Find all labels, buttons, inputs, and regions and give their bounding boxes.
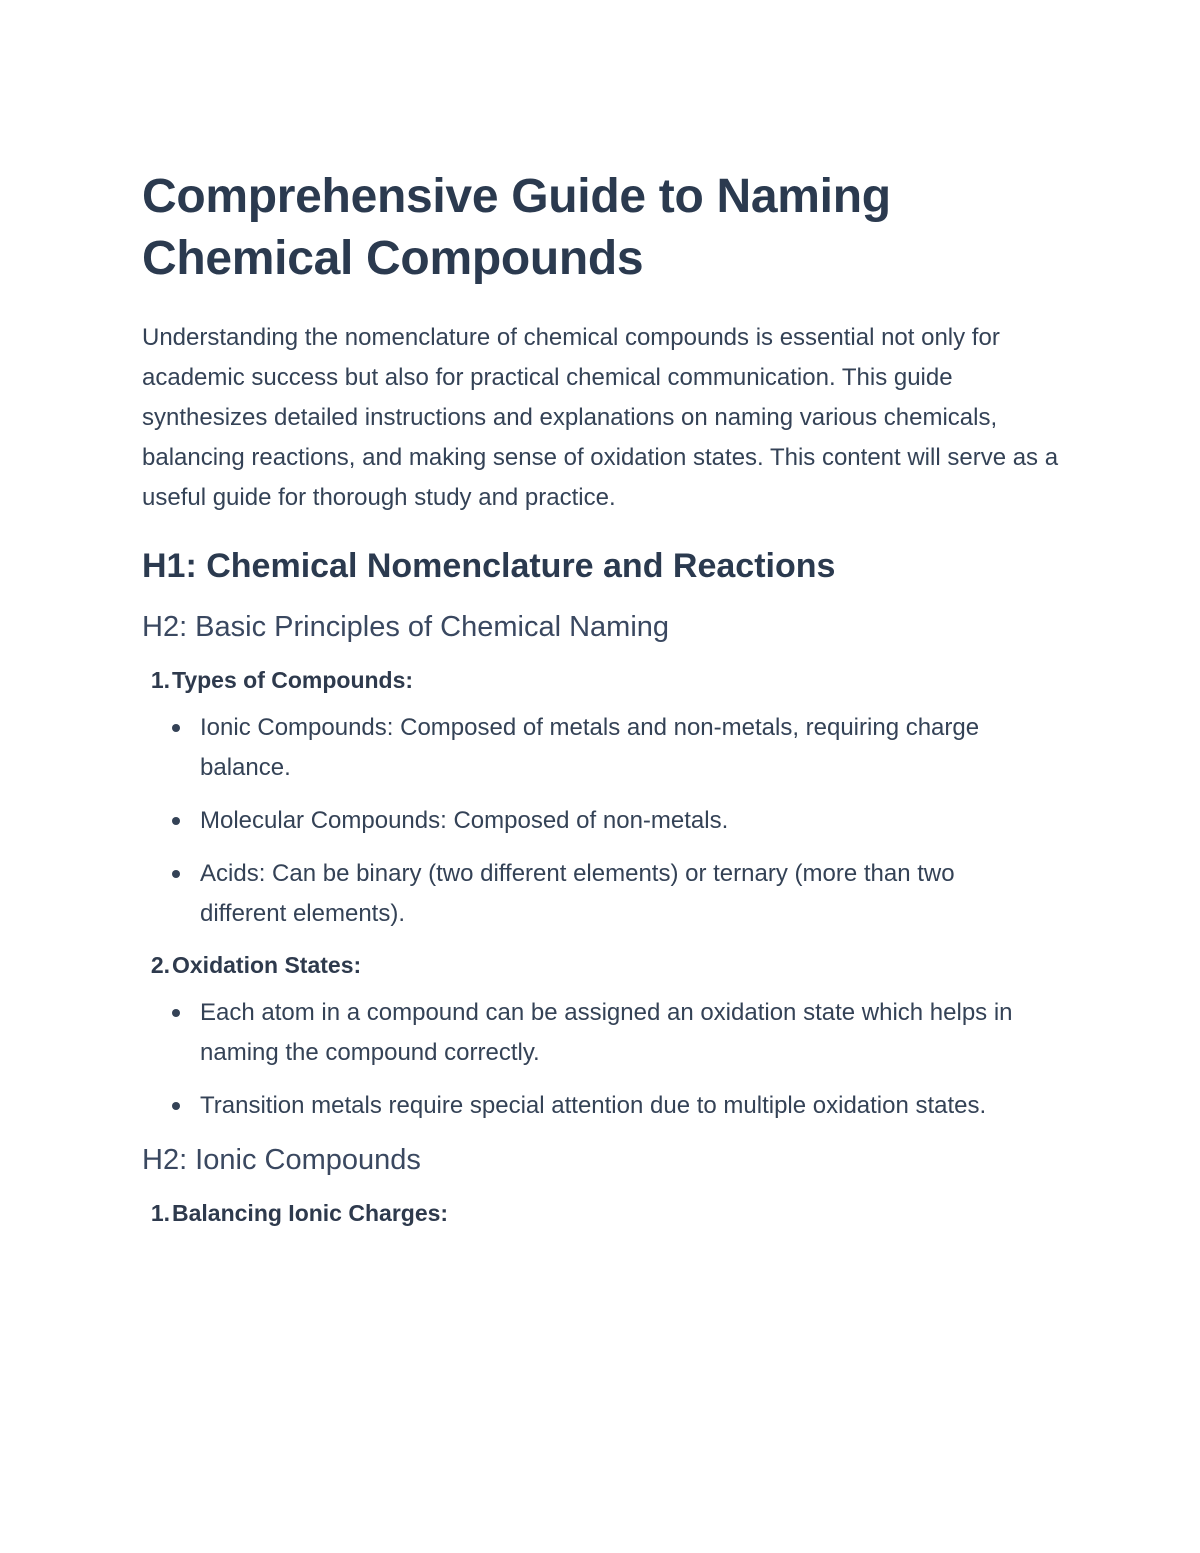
bullet-list-types-of-compounds [142,708,1062,934]
item-number: 2. [150,952,170,978]
bullet-icon [172,1009,180,1017]
numbered-item-oxidation-states [142,947,1062,983]
subsection-heading-basic-principles: H2: Basic Principles of Chemical Naming [142,611,670,643]
item-number: 1. [150,667,170,693]
bullet-icon [172,870,180,878]
list-item: Transition metals require special attention due to multiple oxidation states. [142,1086,1062,1126]
subsection-heading-ionic-compounds: H2: Ionic Compounds [142,1144,421,1176]
list-item: Each atom in a compound can be assigned an oxidation state which helps in naming the compound correctly. [142,993,1062,1073]
intro-paragraph: Understanding the nomenclature of chemical compounds is essential not only for academic success but also for practical chemical communication. This guide synthesizes detailed instructions and explanations on naming various chemicals, balancing reactions, and making sense of oxidation states. This content will serve as a useful guide for thorough study and practice. [142,324,1059,511]
item-label: Balancing Ionic Charges: [172,1200,449,1226]
bullet-icon [172,817,180,825]
list-item: Acids: Can be binary (two different elements) or ternary (more than two different elements). [142,854,1062,934]
page-title: Comprehensive Guide to Naming Chemical Compounds [142,170,891,285]
bullet-icon [172,724,180,732]
numbered-item-types-of-compounds [142,662,1062,698]
list-item: Molecular Compounds: Composed of non-metals. [142,801,1062,841]
document-page [142,166,1062,1241]
item-number: 1. [150,1200,170,1226]
item-label: Oxidation States: [172,952,362,978]
bullet-icon [172,1102,180,1110]
bullet-list-oxidation-states [142,993,1062,1126]
list-item: Ionic Compounds: Composed of metals and non-metals, requiring charge balance. [142,708,1062,788]
section-heading-h1: H1: Chemical Nomenclature and Reactions [142,547,836,585]
numbered-item-balancing-ionic-charges [142,1195,1062,1231]
item-label: Types of Compounds: [172,667,414,693]
